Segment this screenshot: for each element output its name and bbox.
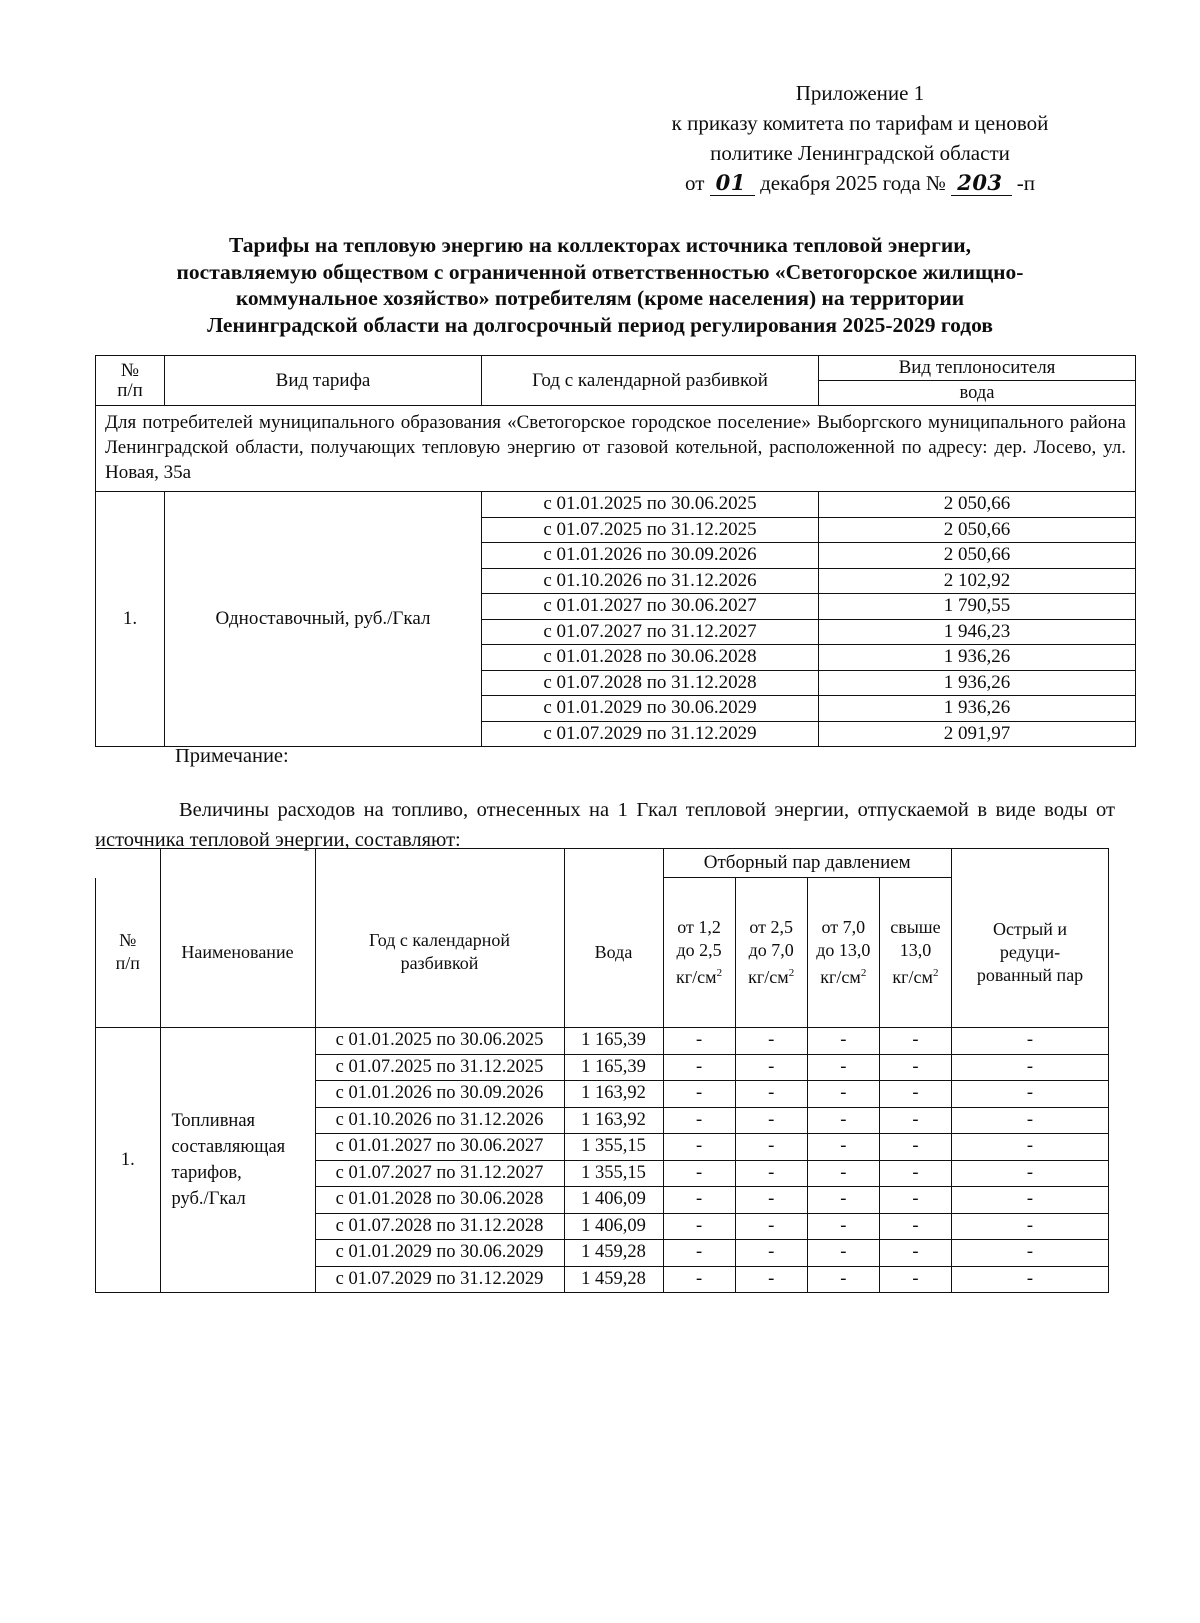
cell-sharp-steam: - xyxy=(952,1266,1109,1293)
p2-line1: от 2,5 xyxy=(749,917,793,937)
cell-steam-pressure-4: - xyxy=(879,1028,951,1055)
cell-period: с 01.07.2029 по 31.12.2029 xyxy=(315,1266,564,1293)
t2-header-index xyxy=(96,878,161,1028)
header-year: Год с календарной разбивкой xyxy=(482,356,819,406)
t2-header-index-line1: № xyxy=(119,930,137,951)
order-day-handwritten: 01 xyxy=(710,170,755,196)
cell-water-value: 1 165,39 xyxy=(564,1054,663,1081)
t2-header-sharp-steam xyxy=(952,878,1109,1028)
cell-period: с 01.01.2029 по 30.06.2029 xyxy=(315,1240,564,1267)
p3-line3: $кг/см^2$ xyxy=(820,967,867,987)
title-line-1: Тарифы на тепловую энергию на коллекторах источника тепловой энергии, xyxy=(228,233,972,257)
cell-period: с 01.10.2026 по 31.12.2026 xyxy=(482,568,819,594)
t2-header-name: Наименование xyxy=(160,878,315,1028)
t2-header-year-line2: разбивкой xyxy=(400,953,479,974)
p2-line3: $кг/см^2$ xyxy=(748,967,795,987)
cell-tariff-value: 1 936,26 xyxy=(819,696,1136,722)
p4-line2: 13,0 xyxy=(899,940,932,960)
p1-line1: от 1,2 xyxy=(677,917,721,937)
sharp-line2: редуци- xyxy=(999,941,1061,962)
title-line-3: коммунальное хозяйство» потребителям (кроме населения) на территории xyxy=(235,286,965,310)
t2-header-year-line1: Год с календарной xyxy=(368,930,511,951)
cell-steam-pressure-1: - xyxy=(663,1054,735,1081)
p3-line2: до 13,0 xyxy=(816,940,871,960)
cell-steam-pressure-1: - xyxy=(663,1160,735,1187)
table-header-row xyxy=(96,356,1136,381)
cell-steam-pressure-4: - xyxy=(879,1081,951,1108)
row-name-line-1: Топливная xyxy=(171,1111,256,1131)
cell-tariff-value: 1 936,26 xyxy=(819,645,1136,671)
cell-steam-pressure-4: - xyxy=(879,1187,951,1214)
cell-steam-pressure-1: - xyxy=(663,1266,735,1293)
row-index: 1. xyxy=(96,492,165,747)
cell-steam-pressure-3: - xyxy=(807,1240,879,1267)
sharp-line1: Острый и xyxy=(993,918,1067,939)
cell-water-value: 1 165,39 xyxy=(564,1028,663,1055)
header-steam-group: Отборный пар давлением xyxy=(663,849,952,878)
cell-period: с 01.01.2028 по 30.06.2028 xyxy=(315,1187,564,1214)
t2-header-pressure-3 xyxy=(807,878,879,1028)
note-paragraph: Величины расходов на топливо, отнесенных на 1 Гкал тепловой энергии, отпускаемой в виде воды от источника тепловой энергии, составляют: xyxy=(95,799,1115,851)
header-carrier-water: вода xyxy=(819,381,1136,406)
cell-steam-pressure-1: - xyxy=(663,1028,735,1055)
cell-sharp-steam: - xyxy=(952,1028,1109,1055)
title-line-4: Ленинградской области на долгосрочный период регулирования 2025-2029 годов xyxy=(207,312,993,337)
cell-period: с 01.07.2028 по 31.12.2028 xyxy=(315,1213,564,1240)
cell-steam-pressure-1: - xyxy=(663,1081,735,1108)
cell-steam-pressure-2: - xyxy=(735,1081,807,1108)
cell-period: с 01.07.2025 по 31.12.2025 xyxy=(315,1054,564,1081)
tariff-table xyxy=(95,355,1136,747)
t2-blank-sharp xyxy=(952,849,1109,878)
cell-tariff-value: 2 091,97 xyxy=(819,721,1136,747)
cell-sharp-steam: - xyxy=(952,1107,1109,1134)
t2-header-year xyxy=(315,878,564,1028)
sharp-line3: рованный пар xyxy=(976,964,1084,985)
cell-period: с 01.01.2027 по 30.06.2027 xyxy=(315,1134,564,1161)
title-line-2: поставляемую обществом с ограниченной ответственностью «Светогорское жилищно- xyxy=(176,259,1024,284)
note-label: Примечание: xyxy=(175,745,289,767)
table-row xyxy=(96,1028,1109,1055)
p1-line2: до 2,5 xyxy=(676,940,722,960)
t2-header-pressure-4 xyxy=(879,878,951,1028)
cell-steam-pressure-2: - xyxy=(735,1107,807,1134)
document-header xyxy=(600,78,1120,198)
cell-steam-pressure-2: - xyxy=(735,1054,807,1081)
header-index-line1: № xyxy=(120,359,140,381)
cell-steam-pressure-3: - xyxy=(807,1134,879,1161)
cell-period: с 01.07.2025 по 31.12.2025 xyxy=(482,517,819,543)
cell-period: с 01.01.2026 по 30.09.2026 xyxy=(315,1081,564,1108)
cell-steam-pressure-3: - xyxy=(807,1107,879,1134)
date-suffix: -п xyxy=(1016,171,1036,195)
cell-water-value: 1 459,28 xyxy=(564,1266,663,1293)
cell-tariff-value: 1 936,26 xyxy=(819,670,1136,696)
t2-header-index-line2: п/п xyxy=(115,953,140,974)
header-carrier: Вид теплоносителя xyxy=(819,356,1136,381)
cell-period: с 01.10.2026 по 31.12.2026 xyxy=(315,1107,564,1134)
cell-tariff-value: 1 946,23 xyxy=(819,619,1136,645)
cell-tariff-value: 1 790,55 xyxy=(819,594,1136,620)
fuel-component-table xyxy=(95,848,1109,1293)
t2-blank-water xyxy=(564,849,663,878)
table-row xyxy=(96,492,1136,518)
cell-sharp-steam: - xyxy=(952,1081,1109,1108)
cell-sharp-steam: - xyxy=(952,1213,1109,1240)
cell-water-value: 1 163,92 xyxy=(564,1107,663,1134)
cell-sharp-steam: - xyxy=(952,1187,1109,1214)
cell-steam-pressure-3: - xyxy=(807,1266,879,1293)
order-reference-line-1: к приказу комитета по тарифам и ценовой xyxy=(671,111,1049,135)
cell-steam-pressure-4: - xyxy=(879,1107,951,1134)
row-name-line-3: тарифов, xyxy=(171,1163,242,1183)
cell-steam-pressure-1: - xyxy=(663,1213,735,1240)
cell-period: с 01.07.2027 по 31.12.2027 xyxy=(315,1160,564,1187)
t2-blank-year xyxy=(315,849,564,878)
cell-steam-pressure-1: - xyxy=(663,1240,735,1267)
cell-period: с 01.01.2025 по 30.06.2025 xyxy=(315,1028,564,1055)
cell-steam-pressure-3: - xyxy=(807,1213,879,1240)
row-index: 1. xyxy=(96,1028,161,1293)
date-prefix: от xyxy=(684,171,705,195)
cell-steam-pressure-2: - xyxy=(735,1266,807,1293)
date-middle: декабря 2025 года № xyxy=(760,171,946,195)
cell-tariff-value: 2 050,66 xyxy=(819,543,1136,569)
t2-header-pressure-2 xyxy=(735,878,807,1028)
t2-blank-index xyxy=(96,849,161,878)
p4-line1: свыше xyxy=(890,917,941,937)
cell-steam-pressure-4: - xyxy=(879,1160,951,1187)
cell-steam-pressure-1: - xyxy=(663,1187,735,1214)
cell-steam-pressure-2: - xyxy=(735,1187,807,1214)
cell-period: с 01.07.2028 по 31.12.2028 xyxy=(482,670,819,696)
order-date-line xyxy=(600,168,1120,198)
cell-steam-pressure-4: - xyxy=(879,1240,951,1267)
row-name-line-4: руб./Гкал xyxy=(171,1189,246,1209)
header-index-line2: п/п xyxy=(117,379,143,401)
cell-sharp-steam: - xyxy=(952,1134,1109,1161)
cell-steam-pressure-2: - xyxy=(735,1213,807,1240)
cell-water-value: 1 163,92 xyxy=(564,1081,663,1108)
cell-tariff-value: 2 102,92 xyxy=(819,568,1136,594)
appendix-number: Приложение 1 xyxy=(795,81,925,105)
order-number-handwritten: 203 xyxy=(951,170,1011,196)
cell-period: с 01.01.2029 по 30.06.2029 xyxy=(482,696,819,722)
cell-sharp-steam: - xyxy=(952,1240,1109,1267)
row-name-line-2: составляющая xyxy=(171,1137,286,1157)
cell-water-value: 1 459,28 xyxy=(564,1240,663,1267)
cell-steam-pressure-4: - xyxy=(879,1134,951,1161)
row-tariff-kind: Одноставочный, руб./Гкал xyxy=(165,492,482,747)
cell-period: с 01.01.2028 по 30.06.2028 xyxy=(482,645,819,671)
cell-steam-pressure-3: - xyxy=(807,1081,879,1108)
cell-steam-pressure-4: - xyxy=(879,1266,951,1293)
cell-steam-pressure-2: - xyxy=(735,1160,807,1187)
cell-tariff-value: 2 050,66 xyxy=(819,492,1136,518)
p1-line3: $кг/см^2$ xyxy=(676,967,723,987)
header-index xyxy=(96,356,165,406)
cell-steam-pressure-1: - xyxy=(663,1107,735,1134)
cell-steam-pressure-4: - xyxy=(879,1213,951,1240)
table2-header-row xyxy=(96,878,1109,1028)
cell-water-value: 1 406,09 xyxy=(564,1213,663,1240)
cell-tariff-value: 2 050,66 xyxy=(819,517,1136,543)
p4-line3: $кг/см^2$ xyxy=(892,967,939,987)
cell-water-value: 1 355,15 xyxy=(564,1134,663,1161)
consumer-description: Для потребителей муниципального образования «Светогорское городское поселение» Выборгского муниципального района Ленинградской области, получающих тепловую энергию от газовой котельной, расположенной по адресу: дер. Лосево, ул. Новая, 35а xyxy=(96,406,1136,492)
cell-period: с 01.07.2029 по 31.12.2029 xyxy=(482,721,819,747)
row-name xyxy=(160,1028,315,1293)
cell-sharp-steam: - xyxy=(952,1160,1109,1187)
table2-group-header-row xyxy=(96,849,1109,878)
cell-water-value: 1 355,15 xyxy=(564,1160,663,1187)
header-tariff-kind: Вид тарифа xyxy=(165,356,482,406)
cell-steam-pressure-3: - xyxy=(807,1187,879,1214)
cell-steam-pressure-2: - xyxy=(735,1028,807,1055)
cell-steam-pressure-2: - xyxy=(735,1134,807,1161)
cell-steam-pressure-3: - xyxy=(807,1160,879,1187)
cell-period: с 01.01.2025 по 30.06.2025 xyxy=(482,492,819,518)
cell-steam-pressure-4: - xyxy=(879,1054,951,1081)
cell-steam-pressure-3: - xyxy=(807,1054,879,1081)
cell-sharp-steam: - xyxy=(952,1054,1109,1081)
cell-steam-pressure-2: - xyxy=(735,1240,807,1267)
cell-period: с 01.01.2026 по 30.09.2026 xyxy=(482,543,819,569)
cell-water-value: 1 406,09 xyxy=(564,1187,663,1214)
cell-period: с 01.07.2027 по 31.12.2027 xyxy=(482,619,819,645)
cell-steam-pressure-1: - xyxy=(663,1134,735,1161)
page-title xyxy=(120,232,1080,338)
order-reference-line-2: политике Ленинградской области xyxy=(710,141,1010,165)
cell-steam-pressure-3: - xyxy=(807,1028,879,1055)
p3-line1: от 7,0 xyxy=(821,917,866,937)
t2-header-water: Вода xyxy=(564,878,663,1028)
p2-line2: до 7,0 xyxy=(748,940,794,960)
t2-header-pressure-1 xyxy=(663,878,735,1028)
cell-period: с 01.01.2027 по 30.06.2027 xyxy=(482,594,819,620)
table-description-row xyxy=(96,406,1136,492)
t2-blank-name xyxy=(160,849,315,878)
